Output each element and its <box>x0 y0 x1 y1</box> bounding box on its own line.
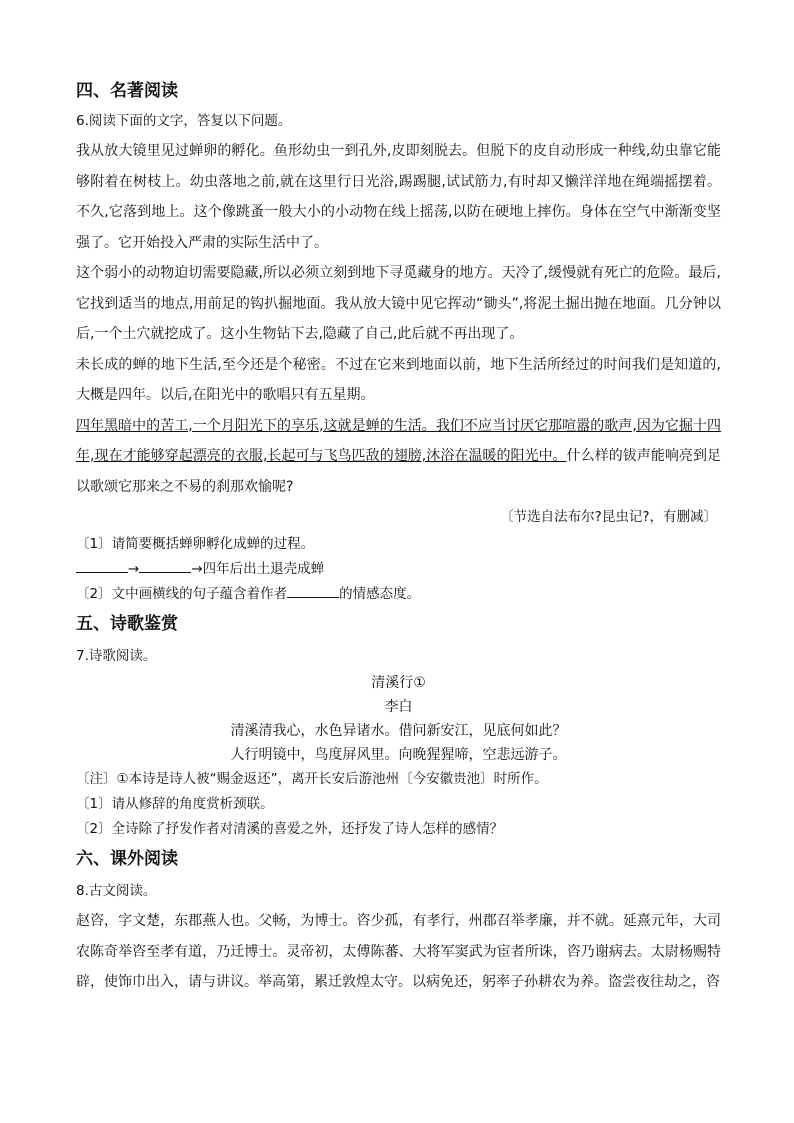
arrow: → <box>128 561 140 577</box>
poem-line-2: 人行明镜中，鸟度屏风里。向晚猩猩啼，空悲远游子。 <box>230 747 567 763</box>
document-page <box>76 76 721 998</box>
section-heading-5: 五、诗歌鉴赏 <box>76 614 178 634</box>
sub-question-2-prefix: 〔2〕文中画横线的句子蕴含着作者 <box>76 586 288 602</box>
poem-author: 李白 <box>384 699 413 715</box>
answer-tail: →四年后出土退壳成蝉 <box>191 561 325 577</box>
passage-paragraph-3: 未长成的蝉的地下生活,至今还是个秘密。不过在它来到地面以前，地下生活所经过的时间我们是知道的,大概是四年。以后,在阳光中的歌唱只有五星期。 <box>76 356 721 403</box>
sub-question-1-answer-line <box>76 557 721 582</box>
question-6-title: 6.阅读下面的文字，答复以下问题。 <box>76 113 292 129</box>
source-note: 〔节选自法布尔?昆虫记?，有删减〕 <box>500 509 717 525</box>
poem-note: 〔注〕①本诗是诗人被“赐金返还”，离开长安后游池州〔今安徽贵池〕时所作。 <box>76 771 548 787</box>
question-7-sub-1: 〔1〕请从修辞的角度赏析颈联。 <box>76 796 274 812</box>
sub-question-2-suffix: 的情感态度。 <box>339 586 421 602</box>
section-heading-4: 四、名著阅读 <box>76 81 178 101</box>
passage-paragraph-4-rest: 什么样的钹声能响亮到足以歌颂它那来之不易的刹那欢愉呢? <box>76 448 721 495</box>
passage-paragraph-4 <box>76 411 721 503</box>
answer-blank-2[interactable] <box>139 558 191 573</box>
question-7-sub-2: 〔2〕全诗除了抒发作者对清溪的喜爱之外，还抒发了诗人怎样的感情？ <box>76 821 504 837</box>
sub-question-1: 〔1〕请简要概括蝉卵孵化成蝉的过程。 <box>76 536 315 552</box>
passage-paragraph-1: 我从放大镜里见过蝉卵的孵化。鱼形幼虫一到孔外,皮即刻脱去。但脱下的皮自动形成一种线,幼虫靠它能够附着在树枝上。幼虫落地之前,就在这里行日光浴,踢踢腿,试试筋力,有时却又懒洋洋地在绳端摇摆着。不久,它落到地上。这个像跳蚤一般大小的小动物在线上摇荡,以防在硬地上摔伤。身体在空气中渐渐变坚强了。它开始投入严肃的实际生活中了。 <box>76 143 721 251</box>
poem-line-1: 清溪清我心，水色异诸水。借问新安江，见底何如此？ <box>230 723 567 739</box>
section-heading-6: 六、课外阅读 <box>76 849 178 869</box>
sub-question-2 <box>76 582 721 607</box>
passage-paragraph-2: 这个弱小的动物迫切需要隐藏,所以必须立刻到地下寻觅藏身的地方。天冷了,缓慢就有死亡的危险。最后,它找到适当的地点,用前足的钩扒掘地面。我从放大镜中见它挥动“锄头”,将泥土掘出抛在地面。几分钟以后,一个土穴就挖成了。这小生物钻下去,隐藏了自己,此后就不再出现了。 <box>76 265 721 342</box>
question-8-title: 8.古文阅读。 <box>76 883 157 899</box>
answer-blank-1[interactable] <box>76 558 128 573</box>
answer-blank-3[interactable] <box>287 583 339 598</box>
poem-title: 清溪行① <box>371 675 426 691</box>
underlined-sentence: 四年黑暗中的苦工,一个月阳光下的享乐,这就是蝉的生活。我们不应当讨厌它那喧嚣的歌声,因为它掘十四年,现在才能够穿起漂亮的衣服,长起可与飞鸟匹敌的翅膀,沐浴在温暖的阳光中。 <box>76 417 721 464</box>
classical-passage: 赵咨，字文楚，东郡燕人也。父畅，为博士。咨少孤，有孝行，州郡召举孝廉，并不就。延熹元年，大司农陈奇举咨至孝有道，乃迁博士。灵帝初，太傅陈蕃、大将军窦武为宦者所诛，咨乃谢病去。太尉杨赐特辟，使饰巾出入，请与讲议。举高第，累迁敦煌太守。以病免还，躬率子孙耕农为养。盗尝夜往劫之，咨 <box>76 913 721 990</box>
question-7-title: 7.诗歌阅读。 <box>76 648 157 664</box>
